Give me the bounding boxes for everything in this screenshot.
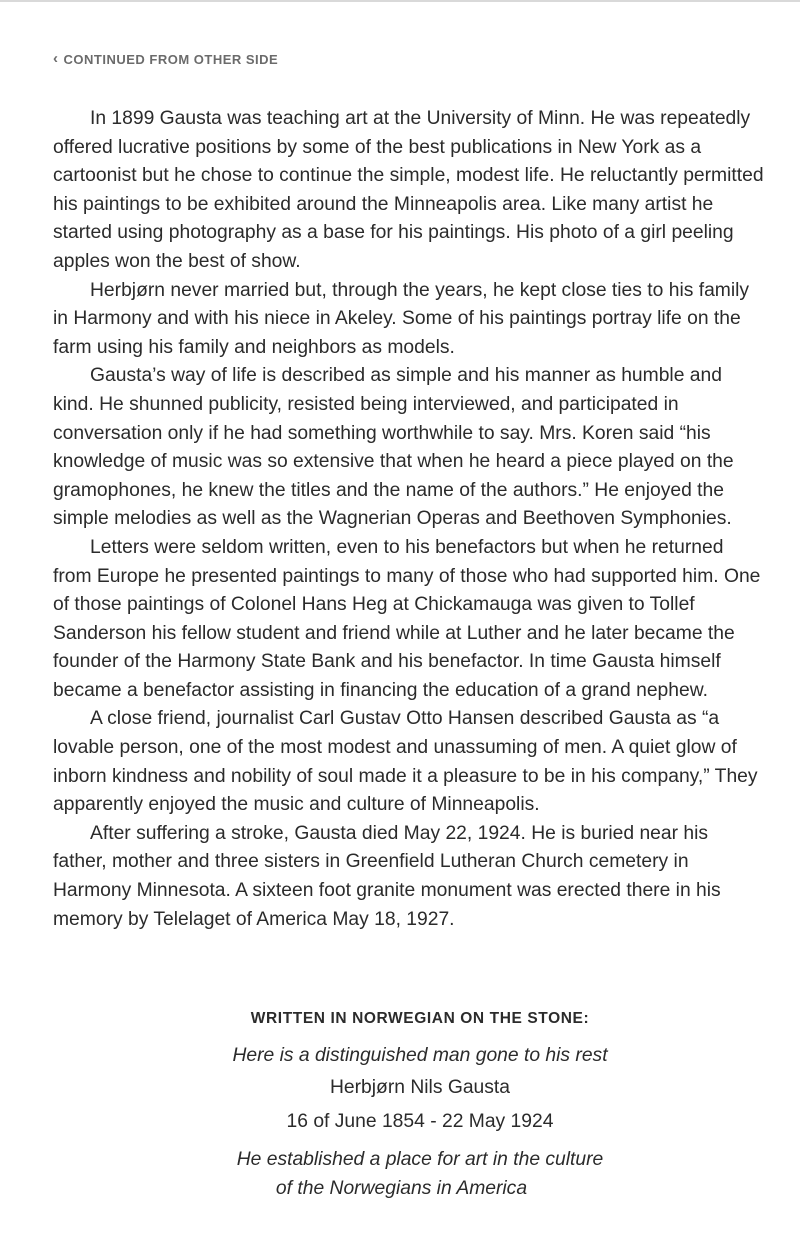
- article-paragraph: After suffering a stroke, Gausta died May 22, 1924. He is buried near his father, mother and three sisters in Greenfield Lutheran Church cemetery in Harmony Minnesota. A sixteen foot granite monument was erected there in his memory by Telelaget of America May 18, 1927.: [53, 822, 721, 930]
- article-paragraph: In 1899 Gausta was teaching art at the University of Minn. He was repeatedly offered lucrative positions by some of the best publications in New York as a cartoonist but he chose to continue the simple, modest life. He reluctantly permitted his paintings to be exhibited around the Minneapolis area. Like many artist he started using photography as a base for his paintings. His photo of a girl peeling apples won the best of show.: [53, 108, 764, 272]
- continued-link[interactable]: [53, 52, 278, 67]
- inscription-epitaph: Here is a distinguished man gone to his rest: [232, 1045, 608, 1066]
- top-divider: [0, 0, 800, 2]
- inscription-tribute-line-2: of the Norwegians in America: [275, 1178, 528, 1199]
- article-paragraph: A close friend, journalist Carl Gustav Otto Hansen described Gausta as “a lovable person, one of the most modest and unassuming of men. A quiet glow of inborn kindness and nobility of soul made it a pleasure to be in his company,” They apparently enjoyed the music and culture of Minneapolis.: [53, 708, 758, 816]
- continued-link-label: CONTINUED FROM OTHER SIDE: [63, 52, 279, 67]
- inscription-dates: 16 of June 1854 - 22 May 1924: [286, 1111, 554, 1132]
- chevron-left-icon: ‹: [53, 50, 59, 67]
- article-paragraph: Letters were seldom written, even to his benefactors but when he returned from Europe he presented paintings to many of those who had supported him. One of those paintings of Colonel Hans Heg at Chickamauga was given to Tollef Sanderson his fellow student and friend while at Luther and he later became the founder of the Harmony State Bank and his benefactor. In time Gausta himself became a benefactor assisting in financing the education of a grand nephew.: [53, 536, 761, 701]
- inscription-name: Herbjørn Nils Gausta: [329, 1077, 510, 1098]
- article-body: [53, 105, 765, 934]
- article-paragraph: Herbjørn never married but, through the years, he kept close ties to his family in Harmony and with his niece in Akeley. Some of his paintings portray life on the farm using his family and neighbors as models.: [53, 279, 750, 358]
- inscription-tribute-line-1: He established a place for art in the culture: [236, 1149, 604, 1170]
- inscription-heading: WRITTEN IN NORWEGIAN ON THE STONE:: [250, 1010, 590, 1027]
- article-paragraph: Gausta’s way of life is described as simple and his manner as humble and kind. He shunned publicity, resisted being interviewed, and participated in conversation only if he had something worthwhile to say. Mrs. Koren said “his knowledge of music was so extensive that when he heard a piece played on the gramophones, he knew the titles and the name of the authors.” He enjoyed the simple melodies as well as the Wagnerian Operas and Beethoven Symphonies.: [53, 365, 734, 530]
